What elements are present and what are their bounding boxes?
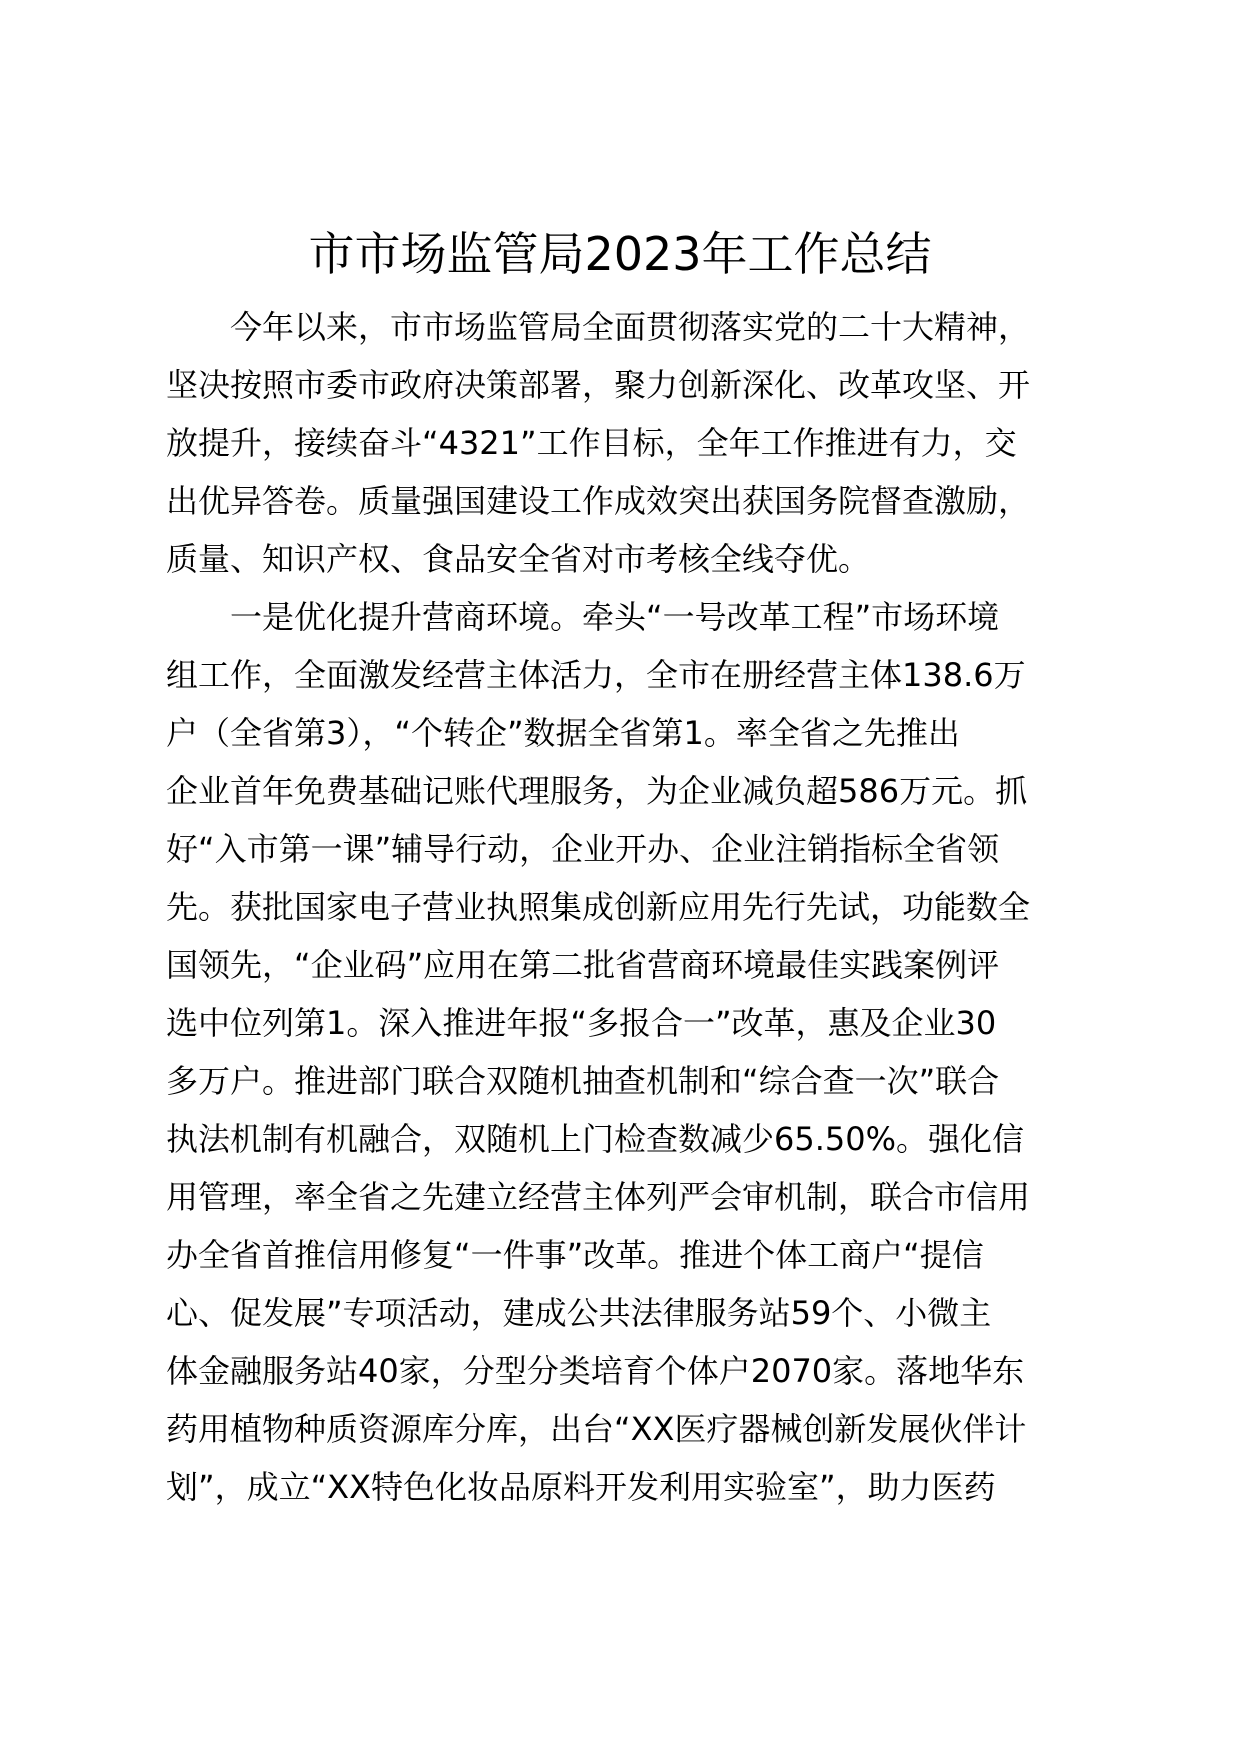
text-line: 放提升，接续奋斗“4321”工作目标，全年工作推进有力，交 bbox=[166, 424, 1017, 462]
text-line: 国领先，“企业码”应用在第二批省营商环境最佳实践案例评 bbox=[166, 946, 1000, 984]
paragraph-business-environment bbox=[166, 588, 1086, 1516]
paragraph-intro bbox=[166, 298, 1086, 588]
text-line: 户（全省第3），“个转企”数据全省第1。率全省之先推出 bbox=[166, 714, 960, 752]
text-line: 一是优化提升营商环境。牵头“一号改革工程”市场环境 bbox=[230, 598, 1000, 636]
text-line: 药用植物种质资源库分库，出台“XX医疗器械创新发展伙伴计 bbox=[166, 1410, 1027, 1448]
text-line: 企业首年免费基础记账代理服务，为企业减负超586万元。抓 bbox=[166, 772, 1028, 810]
text-line: 划”，成立“XX特色化妆品原料开发利用实验室”，助力医药 bbox=[166, 1468, 996, 1506]
document-body bbox=[166, 298, 1086, 1516]
text-line: 好“入市第一课”辅导行动，企业开办、企业注销指标全省领 bbox=[166, 830, 1000, 868]
text-line: 组工作，全面激发经营主体活力，全市在册经营主体138.6万 bbox=[166, 656, 1026, 694]
text-line: 今年以来，市市场监管局全面贯彻落实党的二十大精神， bbox=[230, 308, 1031, 346]
text-line: 多万户。推进部门联合双随机抽查机制和“综合查一次”联合 bbox=[166, 1062, 1000, 1100]
document-title: 市市场监管局2023年工作总结 bbox=[308, 227, 932, 281]
text-line: 质量、知识产权、食品安全省对市考核全线夺优。 bbox=[166, 540, 871, 578]
text-line: 执法机制有机融合，双随机上门检查数减少65.50%。强化信 bbox=[166, 1120, 1025, 1158]
text-line: 坚决按照市委市政府决策部署，聚力创新深化、改革攻坚、开 bbox=[166, 366, 1031, 404]
text-line: 选中位列第1。深入推进年报“多报合一”改革，惠及企业30 bbox=[166, 1004, 997, 1042]
text-line: 用管理，率全省之先建立经营主体列严会审机制，联合市信用 bbox=[166, 1178, 1031, 1216]
text-line: 办全省首推信用修复“一件事”改革。推进个体工商户“提信 bbox=[166, 1236, 984, 1274]
text-line: 体金融服务站40家，分型分类培育个体户2070家。落地华东 bbox=[166, 1352, 1025, 1390]
text-line: 先。获批国家电子营业执照集成创新应用先行先试，功能数全 bbox=[166, 888, 1031, 926]
text-line: 心、促发展”专项活动，建成公共法律服务站59个、小微主 bbox=[166, 1294, 992, 1332]
text-line: 出优异答卷。质量强国建设工作成效突出获国务院督查激励， bbox=[166, 482, 1031, 520]
